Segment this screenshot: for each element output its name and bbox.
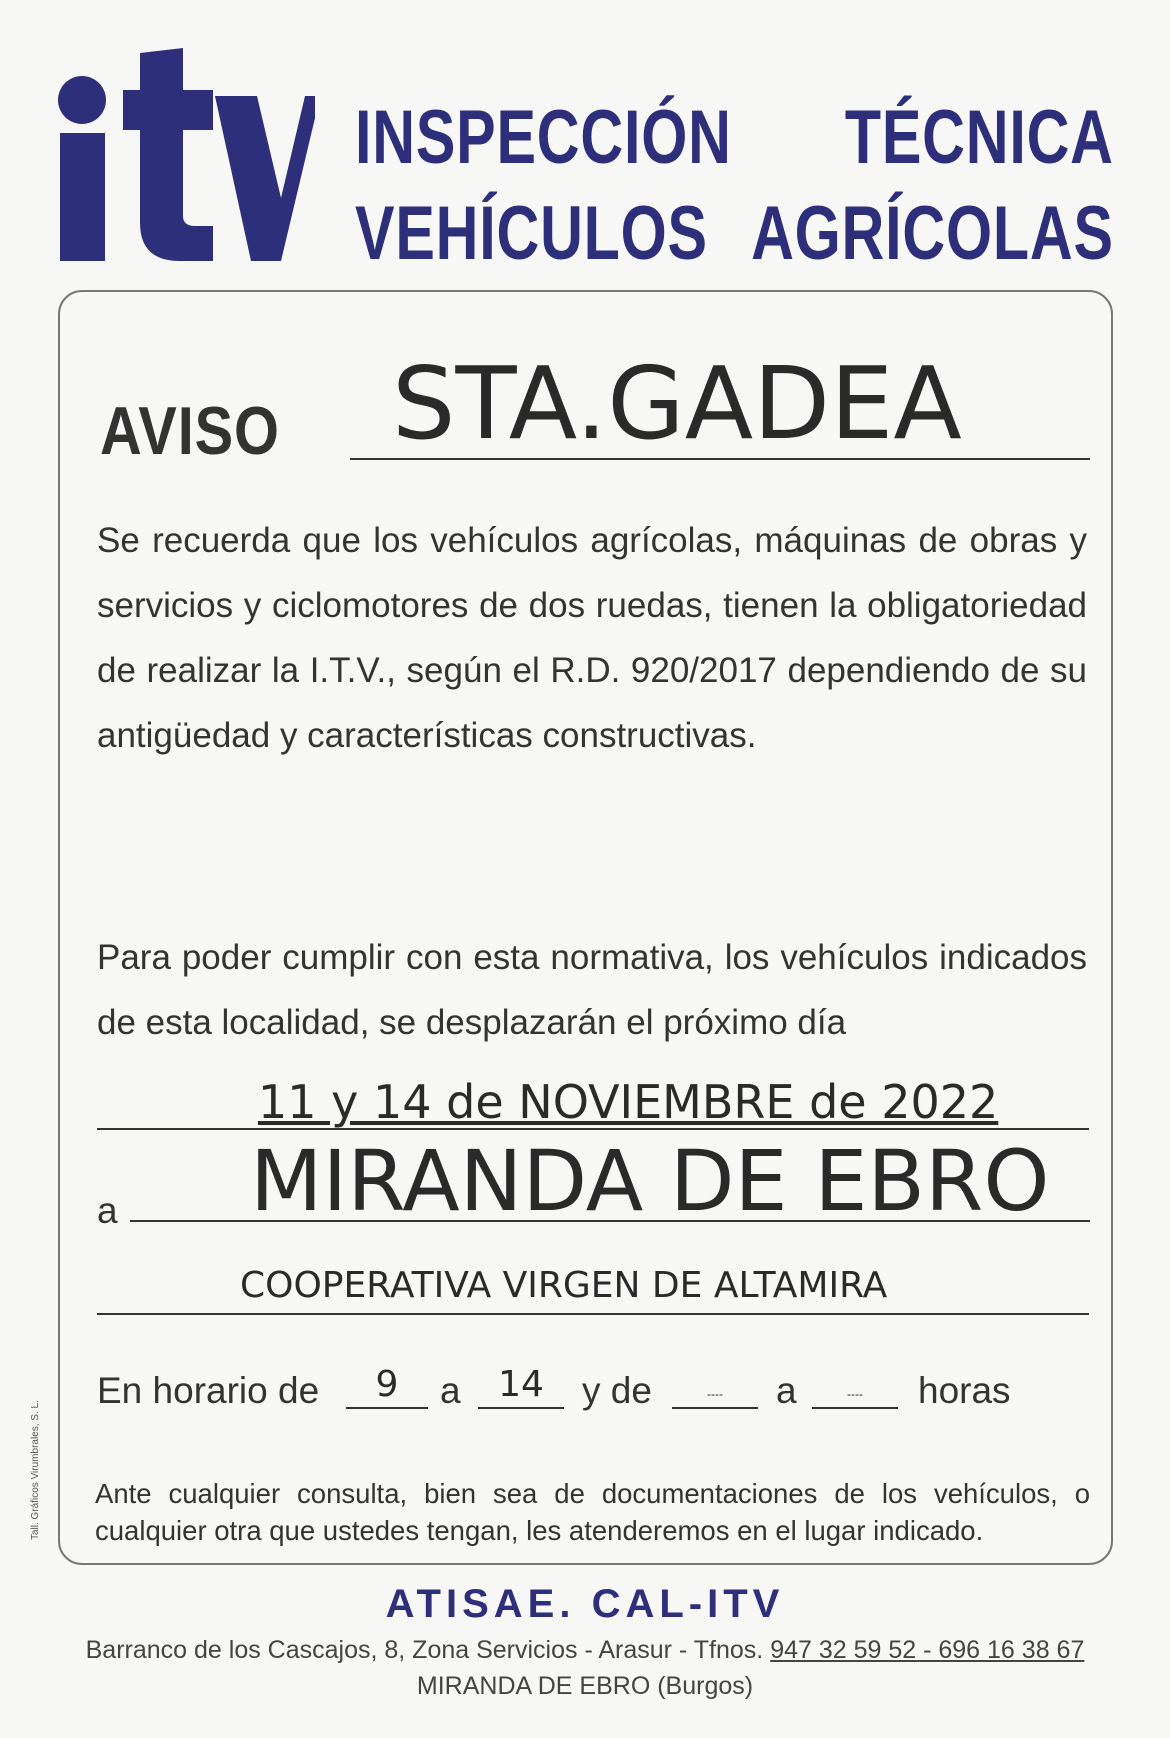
schedule-sep-2: a [776,1370,797,1411]
phone-numbers: 947 32 59 52 - 696 16 38 67 [770,1636,1085,1664]
schedule-from-2 [672,1365,758,1409]
schedule-middle: y de [582,1370,652,1411]
contact-note: Ante cualquier consulta, bien sea de documentaciones de los vehículos, o cualquier otra que ustedes tengan, les atenderemos en el lugar indicado. [95,1478,1090,1546]
title-word: INSPECCIÓN [355,95,732,180]
locality-name: STA.GADEA [392,345,962,462]
title-word: VEHÍCULOS [355,191,708,276]
company-name: ATISAE. CAL-ITV [385,1582,785,1626]
company-address [0,1636,1170,1665]
schedule-to-1 [478,1365,564,1409]
schedule-to-2 [812,1365,898,1409]
itv-logo [55,48,315,263]
schedule-to-2-value: ---- [847,1387,863,1401]
schedule-suffix: horas [918,1370,1011,1411]
inspection-date: 11 y 14 de NOVIEMBRE de 2022 [258,1075,999,1129]
schedule-sep-1: a [440,1370,461,1411]
intro-paragraph: Se recuerda que los vehículos agrícolas, máquinas de obras y servicios y ciclomotores de dos ruedas, tienen la obligatoriedad de realizar la I.T.V., según el R.D. 920/2017 dependiendo de su antigüedad y características constructivas. [97,521,1087,755]
schedule-prefix: En horario de [97,1370,320,1411]
venue-line [97,1313,1089,1315]
schedule-from-2-value: ---- [707,1387,723,1401]
destination-name: MIRANDA DE EBRO [250,1132,1050,1230]
title-word: AGRÍCOLAS [751,191,1114,276]
company-city: MIRANDA DE EBRO (Burgos) [416,1672,754,1700]
header-title [355,90,1115,282]
venue-name: COOPERATIVA VIRGEN DE ALTAMIRA [240,1265,888,1306]
schedule-from-1 [346,1365,428,1409]
instruction-paragraph: Para poder cumplir con esta normativa, los vehículos indicados de esta localidad, se desplazarán el próximo día [97,938,1087,1042]
aviso-label: AVISO [100,393,280,469]
printer-credit: Tall. Gráficos Virumbrales, S. L. [30,1400,41,1540]
title-word: TÉCNICA [844,95,1114,180]
schedule-from-1-value: 9 [375,1364,399,1405]
schedule-to-1-value: 14 [498,1364,544,1405]
address-text: Barranco de los Cascajos, 8, Zona Servicios - Arasur - Tfnos. [85,1636,764,1664]
logo-text: itv [55,48,56,49]
destination-prefix: a [97,1190,118,1231]
